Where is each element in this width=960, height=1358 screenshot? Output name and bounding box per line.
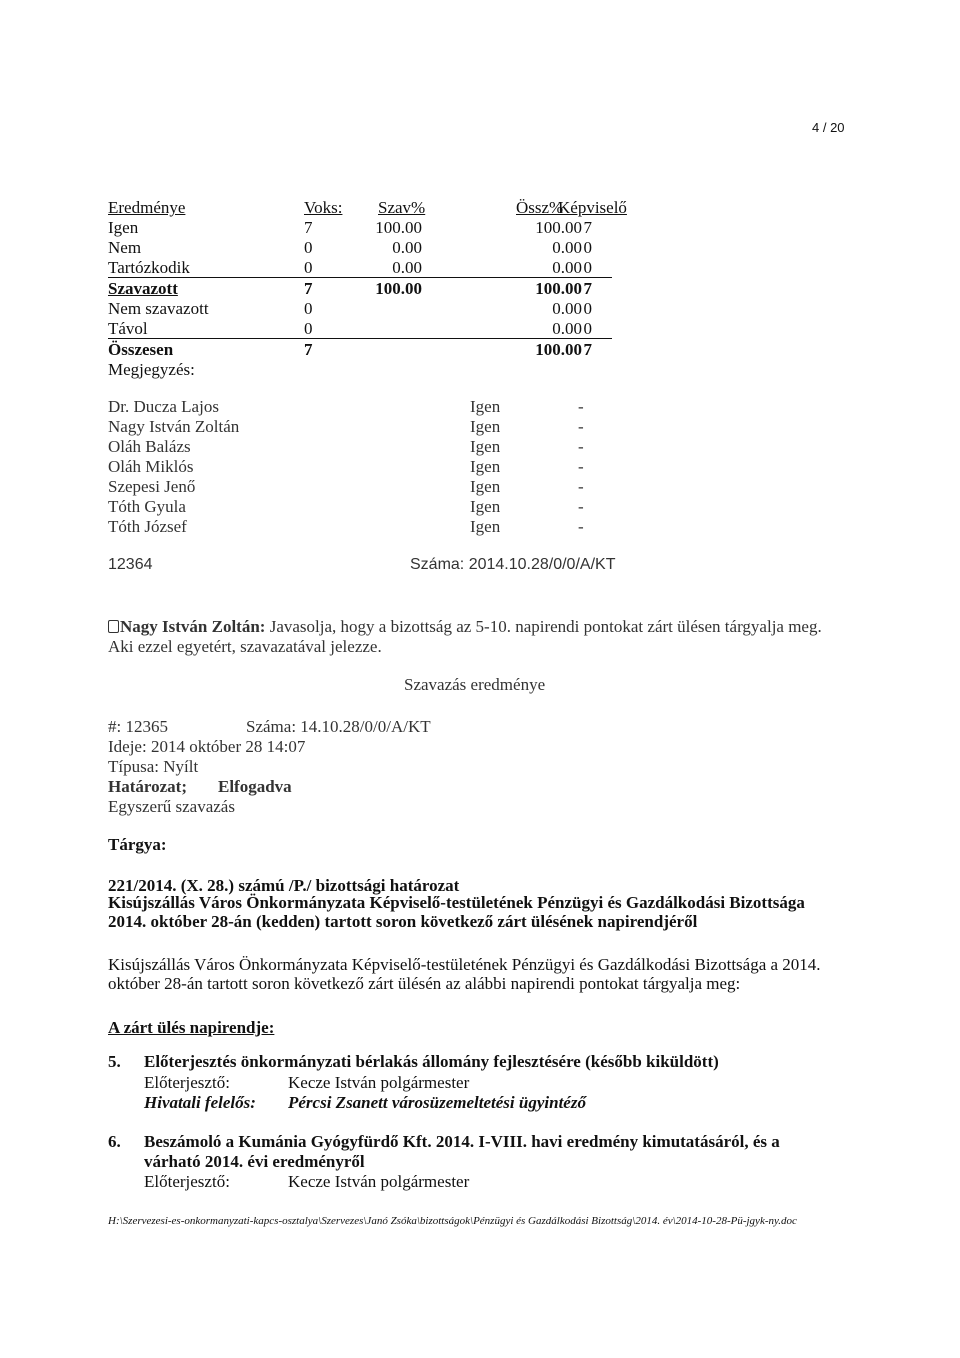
decision-value: Elfogadva: [218, 777, 292, 796]
presenter-label: Előterjesztő:: [144, 1073, 230, 1092]
list-item: [108, 417, 608, 437]
motion-speaker: Nagy István Zoltán:: [120, 617, 266, 636]
agenda-item-title-line1: Beszámoló a Kumánia Gyógyfürdő Kft. 2014. I-VIII. havi eredmény kimutatásáról, és a: [144, 1132, 780, 1151]
table-row: [108, 340, 608, 360]
voter-mark: -: [578, 397, 584, 416]
voter-mark: -: [578, 417, 584, 436]
voter-name: Nagy István Zoltán: [108, 417, 240, 436]
vote-result-title: Szavazás eredménye: [404, 675, 546, 694]
row-label: Távol: [108, 319, 148, 338]
row-kep: 7: [583, 279, 592, 298]
list-item: [108, 457, 608, 477]
agenda-item-number: 5.: [108, 1052, 121, 1071]
row-label: Tartózkodik: [108, 258, 190, 277]
row-ossz: 100.00: [535, 279, 582, 298]
row-ossz: 0.00: [552, 238, 582, 257]
table-row: [108, 319, 608, 339]
agenda-item-number: 6.: [108, 1132, 121, 1151]
header-ossz: Össz%: [516, 198, 564, 217]
table-divider: [108, 277, 612, 278]
vote-date: Ideje: 2014 október 28 14:07: [108, 737, 306, 756]
presenter-name: Kecze István polgármester: [288, 1073, 470, 1092]
row-szav: 100.00: [375, 218, 422, 237]
list-item: [108, 477, 608, 497]
table-row: [108, 299, 608, 319]
note-label: Megjegyzés:: [108, 360, 195, 379]
row-szav: 100.00: [375, 279, 422, 298]
voter-name: Oláh Miklós: [108, 457, 194, 476]
vote-number: Száma: 14.10.28/0/0/A/KT: [246, 717, 431, 736]
header-eredmenye: Eredménye: [108, 198, 186, 217]
voter-mark: -: [578, 457, 584, 476]
voter-vote: Igen: [470, 497, 501, 516]
row-voks: 0: [304, 319, 313, 338]
voter-vote: Igen: [470, 477, 501, 496]
header-voks: Voks:: [304, 198, 343, 217]
voter-name: Tóth Gyula: [108, 497, 186, 516]
voter-vote: Igen: [470, 457, 501, 476]
agenda-title: A zárt ülés napirendje:: [108, 1018, 275, 1037]
record-id: 12364: [108, 556, 153, 573]
row-label: Igen: [108, 218, 139, 237]
record-number: Száma: 2014.10.28/0/0/A/KT: [410, 556, 616, 573]
voter-mark: -: [578, 437, 584, 456]
resolution-body-line1: Kisújszállás Város Önkormányzata Képviselő-testületének Pénzügyi és Gazdálkodási Bizottsága a 2014.: [108, 955, 821, 974]
table-row: [108, 238, 608, 258]
voter-name: Tóth József: [108, 517, 187, 536]
table-divider: [108, 338, 612, 339]
voter-mark: -: [578, 497, 584, 516]
list-item: [108, 437, 608, 457]
results-header-row: [108, 198, 627, 218]
motion-body: Javasolja, hogy a bizottság az 5-10. napirendi pontokat zárt ülésen tárgyalja meg.: [265, 617, 822, 636]
row-kep: 0: [583, 258, 592, 277]
voter-vote: Igen: [470, 437, 501, 456]
row-ossz: 0.00: [552, 299, 582, 318]
row-label: Szavazott: [108, 279, 178, 298]
resolution-title-line2: 2014. október 28-án (kedden) tartott soron következő zárt ülésének napirendjéről: [108, 912, 698, 931]
table-row: [108, 258, 608, 278]
footer-file-path: H:\Szervezesi-es-onkormanyzati-kapcs-osztalya\Szervezes\Janó Zsóka\bizottságok\Pénzügyi és Gazdálkodási Bizottság\2014. év\2014-10-28-Pü-jgyk-ny.doc: [108, 1215, 797, 1227]
voter-mark: -: [578, 477, 584, 496]
row-ossz: 100.00: [535, 340, 582, 359]
row-ossz: 0.00: [552, 258, 582, 277]
agenda-item-title: [144, 1132, 844, 1172]
row-voks: 7: [304, 340, 313, 359]
row-kep: 7: [583, 340, 592, 359]
row-szav: 0.00: [392, 258, 422, 277]
voter-vote: Igen: [470, 397, 501, 416]
row-kep: 0: [583, 319, 592, 338]
voter-name: Dr. Ducza Lajos: [108, 397, 219, 416]
row-kep: 7: [583, 218, 592, 237]
voter-vote: Igen: [470, 517, 501, 536]
vote-type: Típusa: Nyílt: [108, 757, 199, 776]
row-label: Nem szavazott: [108, 299, 209, 318]
voter-mark: -: [578, 517, 584, 536]
vote-id: #: 12365: [108, 717, 168, 736]
row-label: Nem: [108, 238, 142, 257]
motion-text: [108, 617, 822, 637]
agenda-item-title-line2: várható 2014. évi eredményről: [144, 1152, 365, 1171]
row-voks: 0: [304, 238, 313, 257]
decision-label: Határozat;: [108, 777, 187, 796]
resolution-body-line2: október 28-án tartott soron következő zárt ülésén az alábbi napirendi pontokat tárgyalja meg:: [108, 974, 741, 993]
row-label: Összesen: [108, 340, 174, 359]
checkbox-icon: [108, 620, 119, 633]
agenda-item-title: Előterjesztés önkormányzati bérlakás állomány fejlesztésére (később kiküldött): [144, 1052, 719, 1071]
header-szav: Szav%: [378, 198, 426, 217]
subject-label: Tárgya:: [108, 835, 167, 854]
row-voks: 7: [304, 218, 313, 237]
voter-name: Oláh Balázs: [108, 437, 191, 456]
row-ossz: 100.00: [535, 218, 582, 237]
presenter-label: Előterjesztő:: [144, 1172, 230, 1191]
voter-vote: Igen: [470, 417, 501, 436]
page-number: 4 / 20: [812, 120, 845, 135]
row-szav: 0.00: [392, 238, 422, 257]
row-voks: 0: [304, 258, 313, 277]
voter-name: Szepesi Jenő: [108, 477, 196, 496]
table-row: [108, 218, 608, 238]
list-item: [108, 517, 608, 537]
presenter-name: Kecze István polgármester: [288, 1172, 470, 1191]
row-voks: 7: [304, 279, 313, 298]
resolution-title-line1: Kisújszállás Város Önkormányzata Képviselő-testületének Pénzügyi és Gazdálkodási Bizottsága: [108, 893, 805, 912]
officer-label: Hivatali felelős:: [144, 1093, 256, 1112]
header-kepviselo: Képviselő: [558, 198, 627, 217]
list-item: [108, 497, 608, 517]
list-item: [108, 397, 608, 417]
officer-name: Pércsi Zsanett városüzemeltetési ügyintéző: [288, 1093, 586, 1112]
vote-mode: Egyszerű szavazás: [108, 797, 235, 816]
motion-line2: Aki ezzel egyetért, szavazatával jelezze.: [108, 637, 382, 656]
row-kep: 0: [583, 238, 592, 257]
resolution-number: 221/2014. (X. 28.) számú /P./ bizottsági határozat: [108, 876, 460, 895]
row-voks: 0: [304, 299, 313, 318]
row-kep: 0: [583, 299, 592, 318]
row-ossz: 0.00: [552, 319, 582, 338]
table-row: [108, 279, 608, 299]
